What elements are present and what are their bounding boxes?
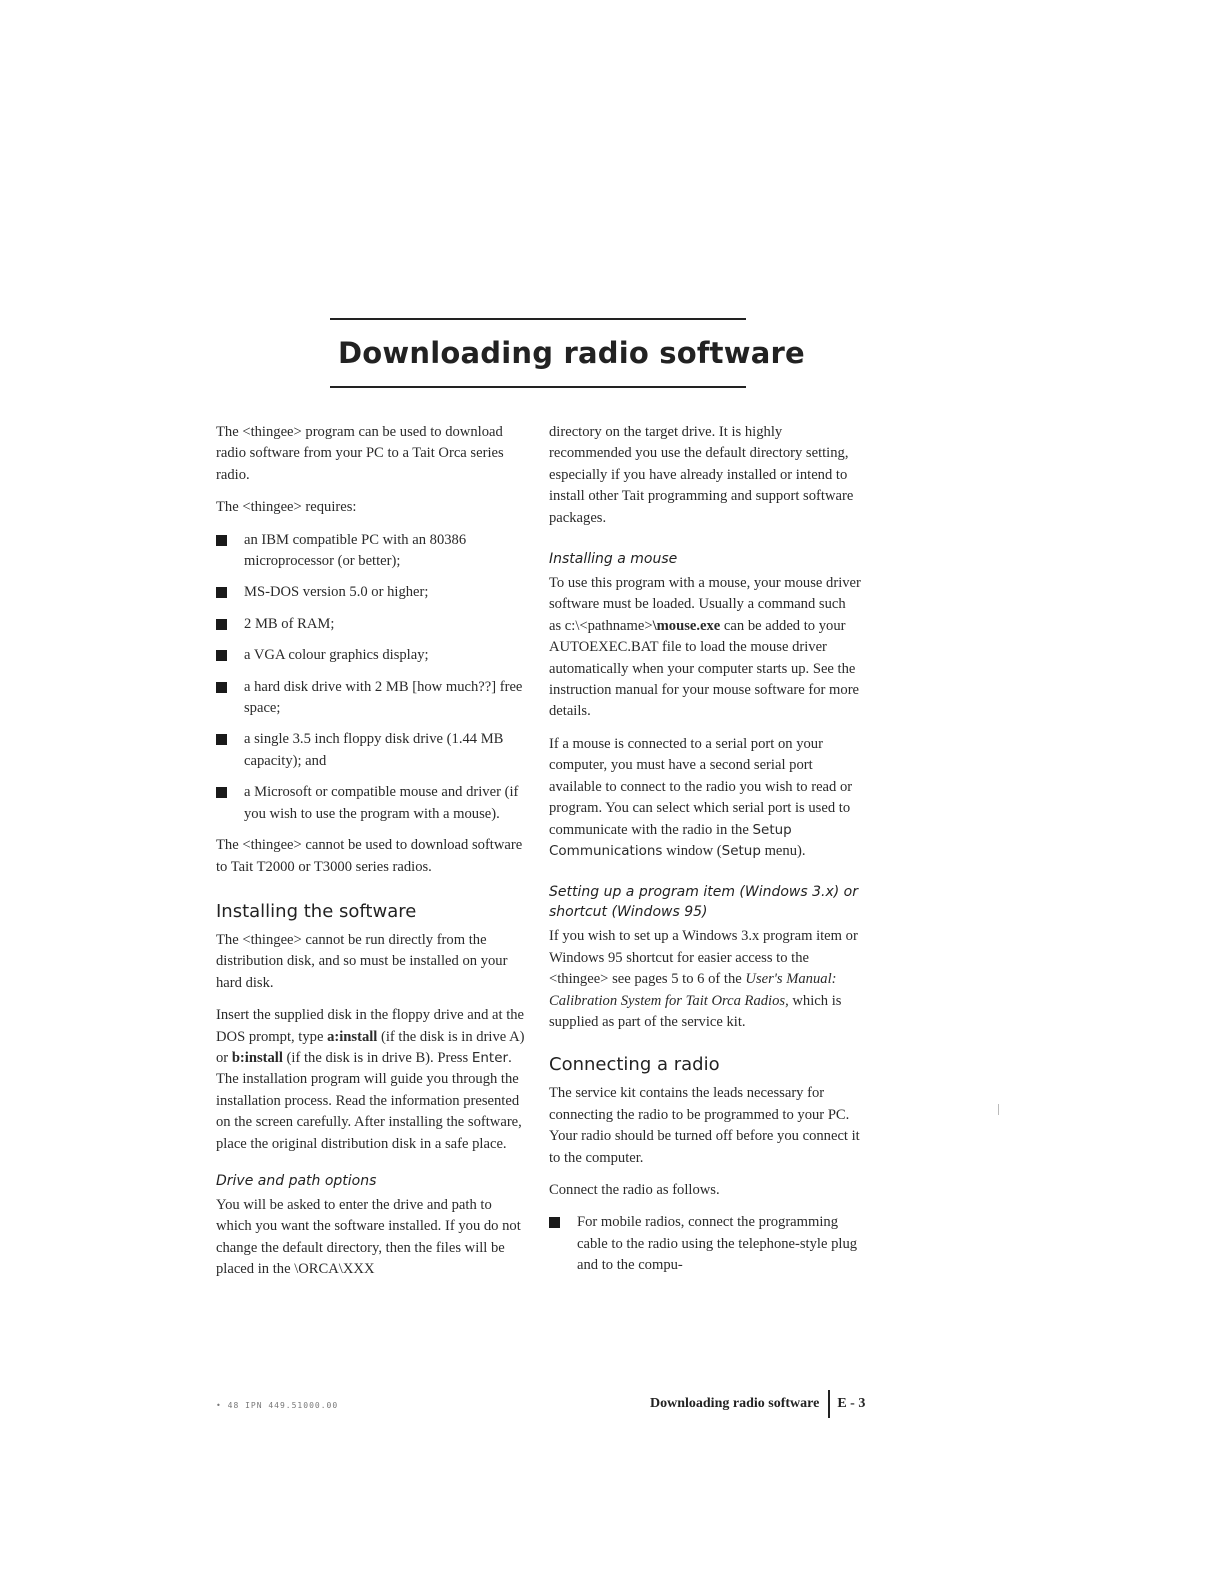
- connecting-list: [549, 1212, 861, 1276]
- manual-title: User's Manual: Calibration System for Tait Orca Radios: [549, 971, 837, 1009]
- connecting-paragraph-1: The service kit contains the leads necessary for connecting the radio to be programmed to your PC. Your radio should be turned off before you connect it to the computer.: [549, 1085, 860, 1166]
- bullet-square-icon: [216, 682, 227, 693]
- footer-divider: [828, 1390, 830, 1418]
- bullet-square-icon: [216, 619, 227, 630]
- install-command-a: a:install: [327, 1028, 378, 1045]
- title-rule-top: [330, 318, 746, 320]
- requires-label: The <thingee> requires:: [216, 499, 357, 516]
- bullet-square-icon: [216, 535, 227, 546]
- installing-paragraph-2: Insert the supplied disk in the floppy drive and at the DOS prompt, type a:install (if the disk is in drive A) or b:install (if the disk is in drive B). Press Enter. The installation program will guide you through the installation process. Read the information presented on the screen carefully. After installing the software, place the original distribution disk in a safe place.: [216, 1007, 525, 1152]
- bullet-square-icon: [216, 787, 227, 798]
- list-item: 2 MB of RAM;: [216, 614, 526, 635]
- title-rule-bottom: [330, 386, 746, 388]
- list-item: a Microsoft or compatible mouse and driver (if you wish to use the program with a mouse).: [216, 782, 526, 825]
- list-item: For mobile radios, connect the programming cable to the radio using the telephone-style plug and to the compu-: [549, 1212, 861, 1276]
- installing-heading: Installing the software: [216, 900, 417, 922]
- footer: [650, 1390, 865, 1418]
- connecting-paragraph-2: Connect the radio as follows.: [549, 1181, 720, 1198]
- drive-options-heading: Drive and path options: [216, 1172, 377, 1189]
- bullet-square-icon: [216, 650, 227, 661]
- list-item: a VGA colour graphics display;: [216, 645, 526, 666]
- bullet-square-icon: [216, 587, 227, 598]
- connecting-heading: Connecting a radio: [549, 1054, 720, 1076]
- intro-paragraph: The <thingee> program can be used to download radio software from your PC to a Tait Orca series radio.: [216, 424, 504, 483]
- program-item-paragraph: If you wish to set up a Windows 3.x program item or Windows 95 shortcut for easier access to the <thingee> see pages 5 to 6 of the User's Manual: Calibration System for Tait Orca Radios, which is supplied as part of the service kit.: [549, 928, 858, 1030]
- drive-options-paragraph: You will be asked to enter the drive and path to which you want the software installed. If you do not change the default directory, then the files will be placed in the \ORCA\XXX: [216, 1196, 521, 1278]
- installing-paragraph-1: The <thingee> cannot be run directly from the distribution disk, and so must be installed on your hard disk.: [216, 931, 508, 991]
- right-column: [549, 422, 861, 1287]
- limitation-paragraph: The <thingee> cannot be used to download software to Tait T2000 or T3000 series radios.: [216, 837, 523, 875]
- title-block: [330, 318, 805, 388]
- setup-communications-window: Setup Communications: [549, 821, 792, 859]
- setup-menu-label: Setup: [721, 842, 761, 859]
- directory-paragraph: directory on the target drive. It is highly recommended you use the default directory setting, especially if you have already installed or intend to install other Tait programming and support software packages.: [549, 424, 854, 526]
- requirements-list: [216, 530, 526, 825]
- bullet-square-icon: [216, 734, 227, 745]
- page-title: Downloading radio software: [338, 336, 805, 370]
- mouse-paragraph-2: If a mouse is connected to a serial port on your computer, you must have a second serial port available to connect to the radio you wish to read or program. You can select which serial port is used to communicate with the radio in the Setup Communications window (Setup menu).: [549, 735, 853, 859]
- page-number: E - 3: [837, 1396, 866, 1411]
- list-item: a single 3.5 inch floppy disk drive (1.44 MB capacity); and: [216, 729, 526, 772]
- list-item: MS-DOS version 5.0 or higher;: [216, 582, 526, 603]
- list-item: an IBM compatible PC with an 80386 microprocessor (or better);: [216, 530, 526, 573]
- install-command-b: b:install: [231, 1049, 283, 1066]
- footer-document-code: • 48 IPN 449.51000.00: [216, 1401, 339, 1410]
- mouse-heading: Installing a mouse: [549, 551, 678, 568]
- bullet-square-icon: [549, 1217, 560, 1228]
- margin-mark: [998, 1104, 999, 1115]
- mouse-paragraph-1: To use this program with a mouse, your mouse driver software must be loaded. Usually a command such as c:\<pathname>\mouse.exe can be added to your AUTOEXEC.BAT file to load the mouse driver automatically when your computer starts up. See the instruction manual for your mouse software for more details.: [549, 575, 861, 720]
- left-column: [216, 422, 526, 1292]
- list-item: a hard disk drive with 2 MB [how much??] free space;: [216, 677, 526, 720]
- enter-key-label: Enter: [471, 1049, 509, 1066]
- mouse-command: \mouse.exe: [652, 617, 721, 634]
- program-item-heading: Setting up a program item (Windows 3.x) or shortcut (Windows 95): [549, 884, 859, 921]
- footer-section-label: Downloading radio software: [650, 1396, 820, 1411]
